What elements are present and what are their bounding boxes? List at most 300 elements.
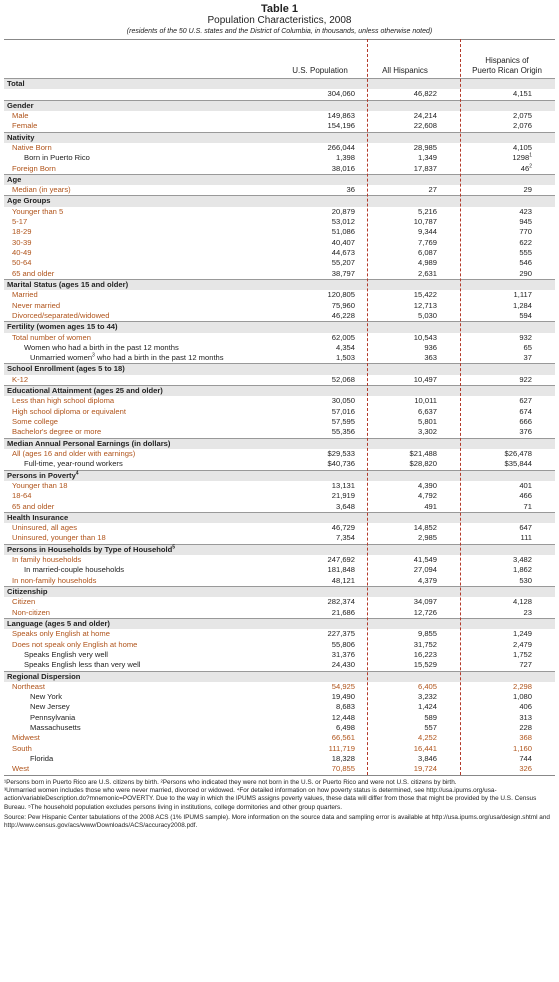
row-label bbox=[12, 417, 58, 427]
table-row bbox=[4, 702, 555, 712]
cell-text: 363 bbox=[424, 353, 437, 363]
puerto-rican-value bbox=[519, 660, 532, 670]
cell-text: 21,919 bbox=[331, 491, 355, 501]
table-row bbox=[4, 143, 555, 153]
all-hispanics-value bbox=[414, 660, 437, 670]
puerto-rican-value bbox=[505, 459, 532, 469]
cell-text: 57,016 bbox=[331, 406, 355, 416]
puerto-rican-value bbox=[519, 723, 532, 733]
row-label-text: Full-time, year-round workers bbox=[24, 459, 123, 469]
puerto-rican-value bbox=[519, 491, 532, 501]
row-label bbox=[12, 375, 28, 385]
row-label-text: Fertility (women ages 15 to 44) bbox=[7, 322, 118, 332]
row-label-text: Regional Dispersion bbox=[7, 671, 81, 681]
cell-text: 19,724 bbox=[413, 764, 437, 774]
cell-text: 27 bbox=[428, 185, 437, 195]
cell-text: 376 bbox=[519, 427, 532, 437]
row-label bbox=[24, 565, 124, 575]
row-label-text: In married-couple households bbox=[24, 565, 125, 575]
all-hispanics-value bbox=[414, 396, 437, 406]
puerto-rican-value bbox=[519, 311, 532, 321]
row-label bbox=[30, 353, 224, 363]
section-header-row bbox=[4, 100, 555, 111]
us-population-value bbox=[336, 702, 355, 712]
puerto-rican-value bbox=[519, 702, 532, 712]
puerto-rican-value bbox=[519, 375, 532, 385]
cell-text: 154,196 bbox=[327, 121, 355, 131]
puerto-rican-value bbox=[519, 258, 532, 268]
footnote-marker: 3 bbox=[92, 352, 95, 359]
cell-text: 48,121 bbox=[331, 575, 355, 585]
cell-text: 6,637 bbox=[417, 406, 437, 416]
all-hispanics-value bbox=[418, 153, 437, 163]
cell-text: 530 bbox=[519, 575, 532, 585]
all-hispanics-value bbox=[424, 502, 437, 512]
table-row bbox=[4, 650, 555, 660]
us-population-value bbox=[328, 290, 355, 300]
puerto-rican-value bbox=[524, 353, 532, 363]
table-row bbox=[4, 744, 555, 754]
table-subtitle: Population Characteristics, 2008 bbox=[207, 15, 352, 26]
all-hispanics-value bbox=[418, 692, 437, 702]
cell-text: 15,422 bbox=[413, 290, 437, 300]
puerto-rican-value bbox=[519, 733, 532, 743]
section-header-row bbox=[4, 195, 555, 206]
all-hispanics-value bbox=[414, 290, 437, 300]
section-header-row bbox=[4, 174, 555, 185]
all-hispanics-value bbox=[414, 217, 437, 227]
cell-text: 18,328 bbox=[331, 754, 355, 763]
row-label-text: Florida bbox=[30, 754, 54, 763]
all-hispanics-value bbox=[414, 164, 437, 174]
cell-text: 932 bbox=[519, 332, 532, 342]
cell-text: 1,862 bbox=[512, 565, 532, 575]
row-label-text: 18-64 bbox=[12, 491, 32, 501]
cell-text: 31,752 bbox=[413, 639, 437, 649]
all-hispanics-value bbox=[418, 407, 437, 417]
cell-text: 55,806 bbox=[331, 639, 355, 649]
table-row bbox=[4, 723, 555, 733]
footnote-marker: 2 bbox=[529, 162, 532, 169]
row-label-text: Health Insurance bbox=[7, 512, 69, 522]
cell-text: 1,117 bbox=[513, 290, 532, 300]
cell-text: $35,844 bbox=[504, 459, 532, 469]
cell-text: 46,228 bbox=[331, 310, 355, 320]
cell-text: 30,050 bbox=[331, 396, 355, 406]
row-label bbox=[12, 258, 31, 268]
cell-text: 674 bbox=[519, 406, 532, 416]
us-population-value bbox=[332, 640, 355, 650]
us-population-value bbox=[329, 744, 355, 754]
cell-text: 290 bbox=[519, 268, 532, 278]
puerto-rican-value bbox=[512, 153, 532, 163]
puerto-rican-value bbox=[524, 608, 532, 618]
row-label bbox=[12, 207, 63, 217]
all-hispanics-value bbox=[429, 185, 437, 195]
footnote-marker: 5 bbox=[172, 544, 176, 551]
section-label bbox=[7, 133, 34, 143]
table-row bbox=[4, 692, 555, 702]
row-label-text: Persons in Households by Type of Household bbox=[7, 544, 173, 554]
section-label bbox=[7, 175, 21, 185]
us-population-value bbox=[332, 396, 355, 406]
row-label bbox=[12, 248, 31, 258]
table-row bbox=[4, 523, 555, 533]
section-label bbox=[7, 439, 170, 449]
cell-text: 15,529 bbox=[413, 660, 437, 670]
table-row bbox=[4, 375, 555, 385]
cell-text: 111,719 bbox=[328, 743, 355, 753]
all-hispanics-value bbox=[418, 629, 437, 639]
row-label bbox=[12, 217, 27, 227]
cell-text: 28,985 bbox=[413, 142, 437, 152]
all-hispanics-value bbox=[410, 459, 437, 469]
row-label-text: Pennsylvania bbox=[30, 712, 76, 722]
section-label bbox=[7, 322, 118, 332]
row-label-text: High school diploma or equivalent bbox=[12, 406, 126, 416]
puerto-rican-value bbox=[524, 502, 532, 512]
column-header-puerto-rican-line2: Puerto Rican Origin bbox=[472, 66, 542, 75]
row-label-text: Age Groups bbox=[7, 196, 51, 206]
all-hispanics-value bbox=[418, 269, 437, 279]
us-population-value bbox=[332, 227, 355, 237]
cell-text: 4,792 bbox=[417, 491, 437, 501]
section-header-row bbox=[4, 512, 555, 523]
table-row bbox=[4, 491, 555, 501]
us-population-value bbox=[332, 375, 355, 385]
column-header-row bbox=[4, 39, 555, 78]
section-header-row bbox=[4, 385, 555, 396]
us-population-value bbox=[332, 481, 355, 491]
table-title: Table 1 bbox=[260, 3, 299, 15]
all-hispanics-value bbox=[414, 111, 437, 121]
cell-text: 20,879 bbox=[331, 206, 355, 216]
cell-text: $28,820 bbox=[409, 459, 437, 469]
row-label bbox=[12, 333, 91, 343]
us-population-value bbox=[332, 650, 355, 660]
puerto-rican-value bbox=[513, 89, 532, 99]
cell-text: 9,855 bbox=[417, 629, 437, 639]
row-label bbox=[12, 227, 31, 237]
puerto-rican-value bbox=[519, 523, 532, 533]
footnote-line: ¹Persons born in Puerto Rico are U.S. citizens by birth. ²Persons who indicated they were not born in the U.S. or Puerto Rico and were not U.S. citizens by birth. bbox=[4, 778, 457, 786]
cell-text: 5,030 bbox=[417, 310, 437, 320]
us-population-value bbox=[336, 343, 355, 353]
puerto-rican-value bbox=[513, 597, 532, 607]
row-label bbox=[30, 723, 81, 733]
row-label-text: 40-49 bbox=[12, 248, 32, 257]
table-row bbox=[4, 682, 555, 692]
us-population-value bbox=[332, 207, 355, 217]
table-row bbox=[4, 238, 555, 248]
table-row bbox=[4, 258, 555, 268]
all-hispanics-value bbox=[414, 744, 437, 754]
cell-text: 5,216 bbox=[417, 206, 437, 216]
cell-text: 228 bbox=[519, 723, 532, 733]
row-label-text: 18-29 bbox=[12, 227, 32, 237]
table-row bbox=[4, 227, 555, 237]
cell-text: 24,214 bbox=[413, 110, 437, 120]
row-label bbox=[30, 692, 62, 702]
us-population-value bbox=[332, 333, 355, 343]
row-label-text: In family households bbox=[12, 555, 82, 565]
row-label-text: Bachelor's degree or more bbox=[12, 427, 102, 437]
all-hispanics-value bbox=[410, 449, 437, 459]
cell-text: $26,478 bbox=[504, 448, 532, 458]
cell-text: 594 bbox=[519, 310, 532, 320]
us-population-value bbox=[332, 311, 355, 321]
column-header-all-hispanics: All Hispanics bbox=[382, 66, 428, 75]
cell-text: 10,543 bbox=[413, 332, 437, 342]
table-row bbox=[4, 207, 555, 217]
table-row bbox=[4, 164, 555, 174]
cell-text: 16,223 bbox=[413, 649, 437, 659]
all-hispanics-value bbox=[414, 555, 437, 565]
row-label-text: Younger than 18 bbox=[12, 480, 68, 490]
table-row bbox=[4, 533, 555, 543]
cell-text: 41,549 bbox=[413, 555, 437, 565]
puerto-rican-value bbox=[513, 565, 532, 575]
row-label-text: Language (ages 5 and older) bbox=[7, 618, 110, 628]
us-population-value bbox=[332, 258, 355, 268]
row-label-text: Unmarried women bbox=[30, 353, 93, 363]
table-row bbox=[4, 217, 555, 227]
row-label-text: Male bbox=[12, 110, 29, 120]
row-label bbox=[12, 744, 32, 754]
cell-text: 368 bbox=[519, 733, 532, 743]
us-population-value bbox=[332, 764, 355, 774]
row-label-text: Age bbox=[7, 174, 22, 184]
cell-text: 38,016 bbox=[331, 163, 355, 173]
row-label-text: 65 and older bbox=[12, 268, 55, 278]
row-label-text: Uninsured, all ages bbox=[12, 523, 78, 533]
column-divider-1 bbox=[367, 39, 368, 775]
cell-text: 54,925 bbox=[331, 681, 355, 691]
cell-text: 40,407 bbox=[331, 237, 355, 247]
row-label-text: Persons in Poverty bbox=[7, 470, 76, 480]
puerto-rican-value bbox=[519, 576, 532, 586]
puerto-rican-value bbox=[519, 248, 532, 258]
row-label bbox=[12, 533, 106, 543]
row-label-text: Female bbox=[12, 121, 38, 131]
row-label-text: 30-39 bbox=[12, 237, 32, 247]
cell-text: 401 bbox=[519, 480, 532, 490]
us-population-value bbox=[332, 238, 355, 248]
cell-text: 149,863 bbox=[327, 110, 355, 120]
footnote-marker: 4 bbox=[75, 470, 79, 477]
cell-text: 4,252 bbox=[417, 733, 437, 743]
cell-text: 945 bbox=[519, 217, 532, 227]
cell-text: 27,094 bbox=[413, 565, 437, 575]
us-population-value bbox=[336, 502, 355, 512]
us-population-value bbox=[332, 660, 355, 670]
section-header-row bbox=[4, 618, 555, 629]
puerto-rican-value bbox=[513, 640, 532, 650]
us-population-value bbox=[332, 248, 355, 258]
cell-text: 589 bbox=[424, 712, 437, 722]
cell-text: 1,249 bbox=[512, 629, 532, 639]
cell-text: 9,344 bbox=[417, 227, 437, 237]
all-hispanics-value bbox=[418, 427, 437, 437]
puerto-rican-value bbox=[519, 407, 532, 417]
cell-text: 3,232 bbox=[417, 692, 437, 702]
cell-text: 1,160 bbox=[512, 743, 532, 753]
cell-text: 423 bbox=[519, 206, 532, 216]
all-hispanics-value bbox=[418, 238, 437, 248]
row-label bbox=[12, 301, 60, 311]
us-population-value bbox=[328, 449, 355, 459]
cell-text: 4,379 bbox=[417, 575, 437, 585]
row-label bbox=[12, 764, 29, 774]
cell-text: 555 bbox=[519, 248, 532, 257]
row-label bbox=[30, 713, 75, 723]
table-row bbox=[4, 353, 555, 363]
all-hispanics-value bbox=[418, 733, 437, 743]
all-hispanics-value bbox=[414, 375, 437, 385]
table-row bbox=[4, 343, 555, 353]
cell-text: 3,846 bbox=[417, 754, 437, 763]
section-header-row bbox=[4, 544, 555, 555]
row-label bbox=[12, 111, 28, 121]
cell-text: 6,087 bbox=[417, 248, 437, 257]
row-label-text: Women who had a birth in the past 12 months bbox=[24, 342, 179, 352]
us-population-value bbox=[328, 143, 355, 153]
cell-text: 8,683 bbox=[335, 702, 355, 712]
row-label bbox=[12, 640, 137, 650]
cell-text: 38,797 bbox=[331, 268, 355, 278]
puerto-rican-value bbox=[519, 207, 532, 217]
cell-text: 770 bbox=[519, 227, 532, 237]
section-label bbox=[7, 364, 125, 374]
row-label-text: Uninsured, younger than 18 bbox=[12, 533, 106, 543]
cell-text: 62,005 bbox=[331, 332, 355, 342]
row-label bbox=[12, 311, 110, 321]
all-hispanics-value bbox=[414, 143, 437, 153]
puerto-rican-value bbox=[513, 682, 532, 692]
table-row bbox=[4, 396, 555, 406]
table-row bbox=[4, 597, 555, 607]
row-label-text: Speaks English very well bbox=[24, 649, 108, 659]
cell-text: 19,490 bbox=[331, 692, 355, 702]
cell-text: 546 bbox=[519, 258, 532, 268]
all-hispanics-value bbox=[418, 311, 437, 321]
row-label-text: Born in Puerto Rico bbox=[24, 153, 90, 163]
us-population-value bbox=[332, 733, 355, 743]
table-row bbox=[4, 121, 555, 131]
all-hispanics-value bbox=[418, 491, 437, 501]
table-row bbox=[4, 449, 555, 459]
puerto-rican-value bbox=[513, 629, 532, 639]
cell-text: 12,726 bbox=[413, 607, 437, 617]
row-label-text: 65 and older bbox=[12, 501, 55, 511]
row-label-text: Median (in years) bbox=[12, 185, 71, 195]
section-label bbox=[7, 101, 34, 111]
puerto-rican-value bbox=[513, 111, 532, 121]
cell-text: 46,729 bbox=[331, 523, 355, 533]
puerto-rican-value bbox=[519, 333, 532, 343]
puerto-rican-value bbox=[513, 650, 532, 660]
table-row bbox=[4, 660, 555, 670]
table-row bbox=[4, 459, 555, 469]
cell-text: 406 bbox=[519, 702, 532, 712]
row-label-text: Total bbox=[7, 79, 25, 88]
cell-text: 2,298 bbox=[512, 681, 532, 691]
all-hispanics-value bbox=[414, 565, 437, 575]
cell-text: 247,692 bbox=[327, 555, 355, 565]
section-label bbox=[7, 619, 110, 629]
cell-text: 936 bbox=[424, 342, 437, 352]
row-label bbox=[12, 238, 31, 248]
table-row bbox=[4, 185, 555, 195]
all-hispanics-value bbox=[414, 333, 437, 343]
cell-text: 2,631 bbox=[417, 268, 437, 278]
row-label bbox=[12, 597, 35, 607]
footnote-line: ³Unmarried women includes those who were never married, divorced or widowed. ⁴For detailed information on how poverty status is determined, see http://usa.ipums.org/usa-action/variableDescription.do?mnemonic=POVERTY. Due to the way in which the IPUMS assigns poverty values, these data will differ from those that might be provided by the U.S. Census Bureau. ⁵The household population excludes persons living in institutions, college dormitories and other group quarters. bbox=[4, 786, 537, 811]
table-row bbox=[4, 111, 555, 121]
cell-text: 34,097 bbox=[413, 597, 437, 607]
cell-text: 1298 bbox=[512, 153, 530, 163]
section-label bbox=[7, 471, 79, 481]
us-population-value bbox=[332, 427, 355, 437]
cell-text: 666 bbox=[519, 417, 532, 426]
cell-text: 71 bbox=[523, 501, 532, 511]
us-population-value bbox=[332, 407, 355, 417]
cell-text: 12,713 bbox=[413, 300, 437, 310]
puerto-rican-value bbox=[519, 396, 532, 406]
cell-text: 727 bbox=[519, 660, 532, 670]
all-hispanics-value bbox=[414, 650, 437, 660]
all-hispanics-value bbox=[418, 417, 437, 427]
cell-text: 21,686 bbox=[331, 607, 355, 617]
cell-text: 10,787 bbox=[413, 217, 437, 227]
us-population-value bbox=[332, 576, 355, 586]
section-header-row bbox=[4, 78, 555, 89]
column-divider-2 bbox=[460, 39, 461, 775]
all-hispanics-value bbox=[418, 227, 437, 237]
puerto-rican-value bbox=[519, 754, 532, 764]
cell-text: 55,207 bbox=[331, 258, 355, 268]
puerto-rican-value bbox=[519, 481, 532, 491]
section-header-row bbox=[4, 671, 555, 682]
cell-text: 4,105 bbox=[512, 142, 532, 152]
table-row bbox=[4, 555, 555, 565]
table-row bbox=[4, 89, 555, 99]
us-population-value bbox=[332, 682, 355, 692]
row-label bbox=[24, 153, 90, 163]
all-hispanics-value bbox=[424, 343, 437, 353]
source-note: Source: Pew Hispanic Center tabulations of the 2008 ACS (1% IPUMS sample). More information on the source data and sampling error is available at http://usa.ipums.org/usa/design.shtml and http://www.census.gov/acs/www/Downloads/ACS/accuracy2008.pdf. bbox=[4, 813, 550, 830]
us-population-value bbox=[332, 608, 355, 618]
row-label-text: Never married bbox=[12, 300, 61, 310]
all-hispanics-value bbox=[418, 258, 437, 268]
data-table bbox=[4, 39, 555, 776]
puerto-rican-value bbox=[519, 417, 532, 427]
us-population-value bbox=[328, 459, 355, 469]
cell-text: 304,060 bbox=[327, 89, 355, 99]
row-label-text: West bbox=[12, 764, 30, 774]
row-label bbox=[12, 290, 38, 300]
all-hispanics-value bbox=[418, 682, 437, 692]
us-population-value bbox=[332, 523, 355, 533]
puerto-rican-value bbox=[513, 692, 532, 702]
cell-text: 491 bbox=[424, 501, 437, 511]
all-hispanics-value bbox=[414, 89, 437, 99]
footnotes bbox=[4, 779, 555, 812]
row-label bbox=[12, 407, 126, 417]
table-row bbox=[4, 427, 555, 437]
column-header-puerto-rican bbox=[459, 56, 555, 76]
cell-text: 12,448 bbox=[331, 712, 355, 722]
